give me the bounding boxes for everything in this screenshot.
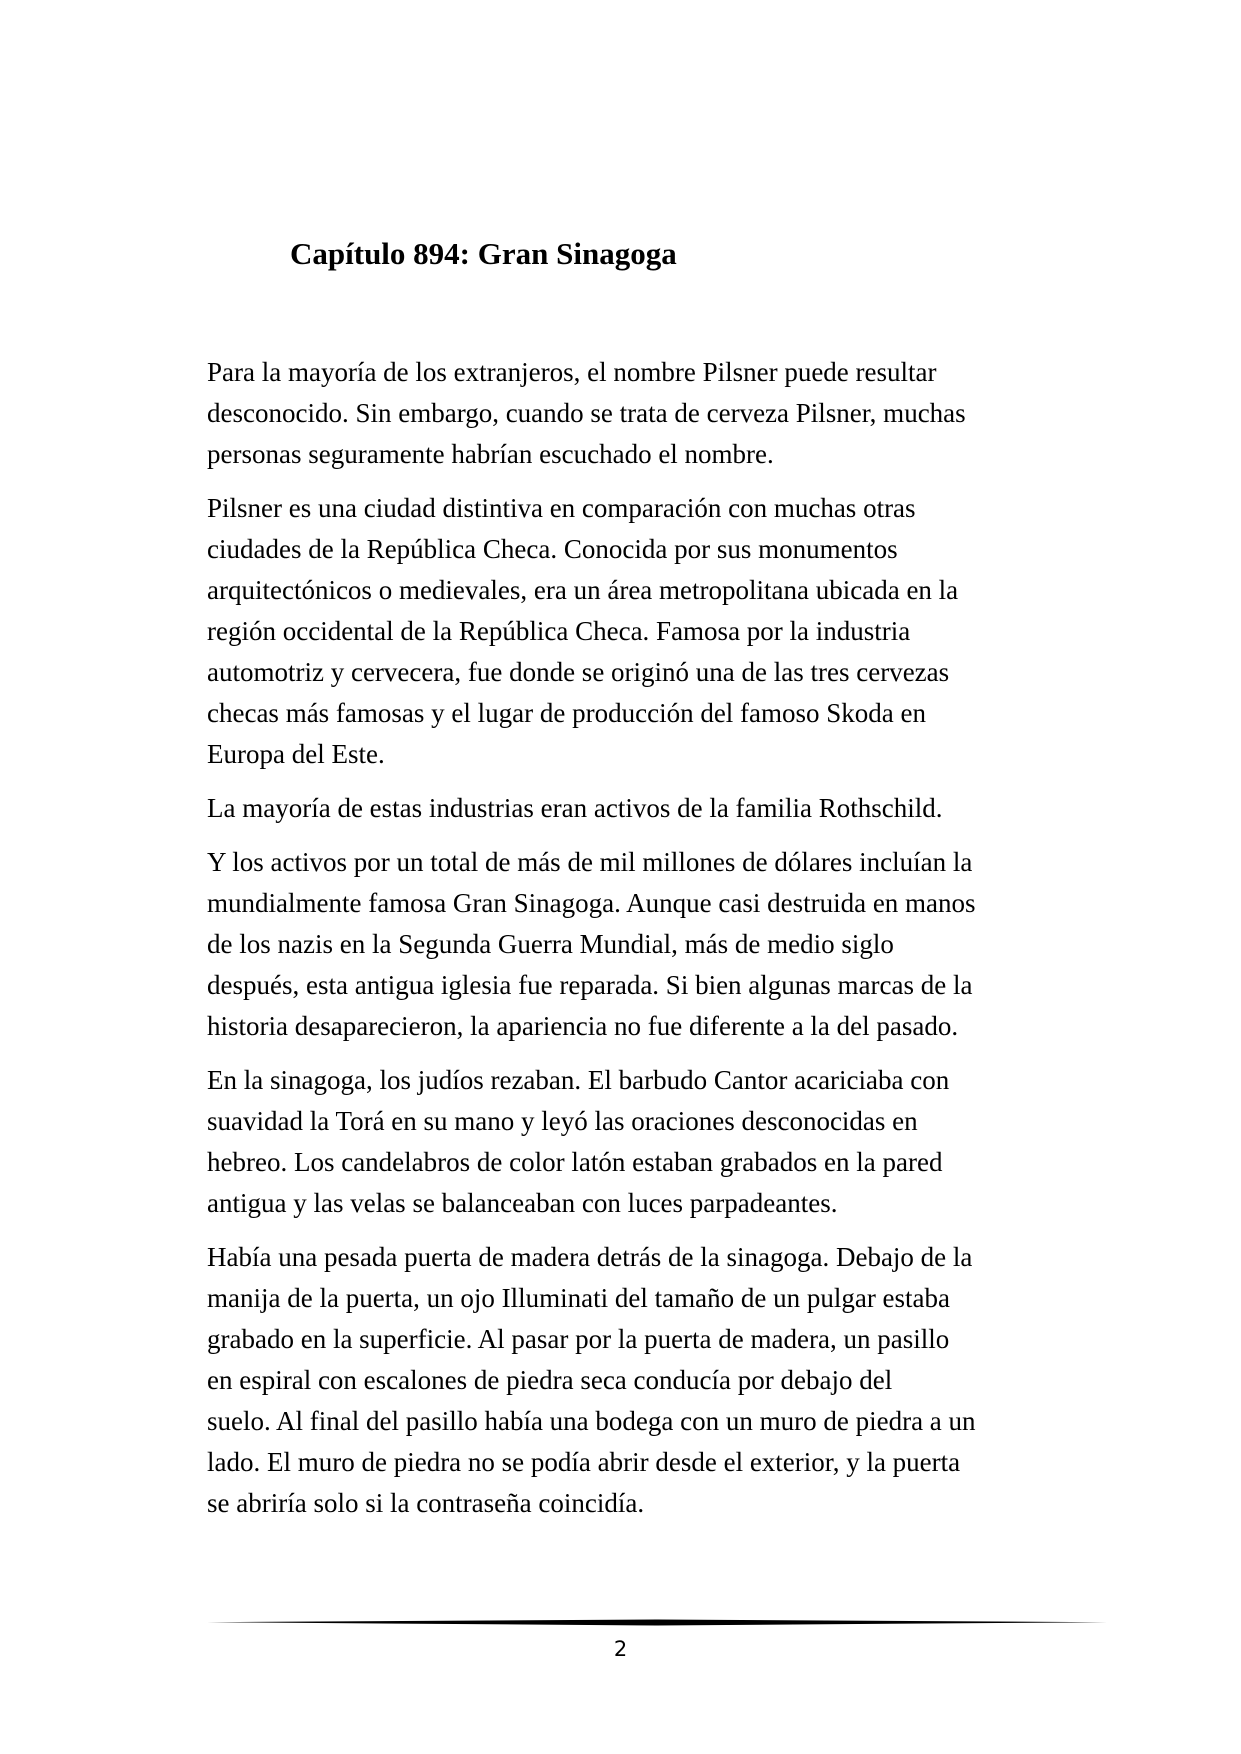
paragraph: Para la mayoría de los extranjeros, el nombre Pilsner puede resultar desconocido. Sin embargo, cuando se trata de cerveza Pilsner, muchas personas seguramente habrían escuchado el nombre. xyxy=(207,357,966,469)
footer-divider xyxy=(207,1618,1107,1628)
paragraph: Y los activos por un total de más de mil millones de dólares incluían la mundialmente famosa Gran Sinagoga. Aunque casi destruida en manos de los nazis en la Segunda Guerra Mundial, más de medio siglo después, esta antigua iglesia fue reparada. Si bien algunas marcas de la historia desaparecieron, la apariencia no fue diferente a la del pasado. xyxy=(207,847,976,1041)
paragraph: Pilsner es una ciudad distintiva en comparación con muchas otras ciudades de la República Checa. Conocida por sus monumentos arquitectónicos o medievales, era un área metropolitana ubicada en la región occidental de la República Checa. Famosa por la industria automotriz y cervecera, fue donde se originó una de las tres cervezas checas más famosas y el lugar de producción del famoso Skoda en Europa del Este. xyxy=(207,493,959,769)
body-text xyxy=(207,352,1067,1537)
page-number: 2 xyxy=(613,1637,628,1661)
paragraph: La mayoría de estas industrias eran activos de la familia Rothschild. xyxy=(207,793,943,823)
chapter-title: Capítulo 894: Gran Sinagoga xyxy=(290,236,677,271)
paragraph: Había una pesada puerta de madera detrás de la sinagoga. Debajo de la manija de la puerta, un ojo Illuminati del tamaño de un pulgar estaba grabado en la superficie. Al pasar por la puerta de madera, un pasillo en espiral con escalones de piedra seca conducía por debajo del suelo. Al final del pasillo había una bodega con un muro de piedra a un lado. El muro de piedra no se podía abrir desde el exterior, y la puerta se abriría solo si la contraseña coincidía. xyxy=(207,1242,976,1518)
paragraph: En la sinagoga, los judíos rezaban. El barbudo Cantor acariciaba con suavidad la Torá en su mano y leyó las oraciones desconocidas en hebreo. Los candelabros de color latón estaban grabados en la pared antigua y las velas se balanceaban con luces parpadeantes. xyxy=(207,1065,950,1218)
